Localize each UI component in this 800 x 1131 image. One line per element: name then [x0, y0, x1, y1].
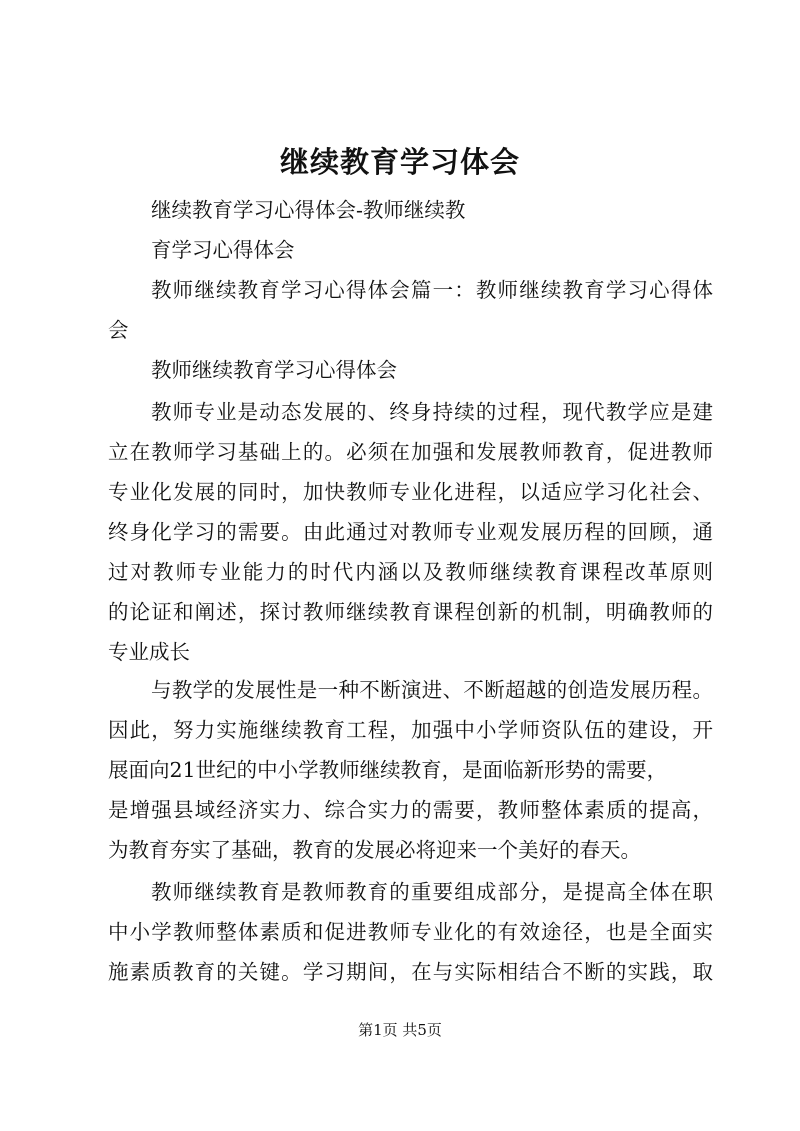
text-line: 专业成长 [108, 640, 190, 664]
text-line: 的论证和阐述，探讨教师继续教育课程创新的机制，明确教师的 [108, 600, 713, 624]
paragraph-2 [108, 670, 713, 870]
page-number-footer: 第1页 共5页 [358, 1021, 442, 1039]
paragraph-subtitle [108, 190, 713, 270]
text-line: 立在教师学习基础上的。必须在加强和发展教师教育，促进教师 [108, 440, 713, 464]
text-line: 继续教育学习心得体会-教师继续教 [151, 198, 466, 222]
paragraph-3 [108, 872, 713, 992]
text-line: 为教育夯实了基础，教育的发展必将迎来一个美好的春天。 [108, 838, 641, 862]
text-line: 专业化发展的同时，加快教师专业化进程，以适应学习化社会、 [108, 480, 713, 504]
text-line: 终身化学习的需要。由此通过对教师专业观发展历程的回顾，通 [108, 520, 713, 544]
text-line: 教师继续教育学习心得体会 [151, 358, 397, 382]
text-line: 是增强县域经济实力、综合实力的需要，教师整体素质的提高， [108, 798, 713, 822]
text-line: 展面向21世纪的中小学教师继续教育，是面临新形势的需要， [108, 758, 668, 782]
paragraph-1 [108, 392, 713, 672]
paragraph-section-heading [108, 350, 713, 390]
document-title: 继续教育学习体会 [279, 145, 520, 179]
text-line: 教师继续教育学习心得体会篇一：教师继续教育学习心得体 [151, 278, 713, 302]
text-line: 育学习心得体会 [151, 238, 295, 262]
text-line: 教师专业是动态发展的、终身持续的过程，现代教学应是建 [151, 400, 713, 424]
paragraph-article-heading [108, 270, 713, 350]
text-line: 施素质教育的关键。学习期间，在与实际相结合不断的实践，取 [108, 960, 713, 984]
text-line: 教师继续教育是教师教育的重要组成部分，是提高全体在职 [151, 880, 713, 904]
text-line: 与教学的发展性是一种不断演进、不断超越的创造发展历程。 [151, 678, 713, 702]
text-line: 因此，努力实施继续教育工程，加强中小学师资队伍的建设，开 [108, 718, 713, 742]
text-line: 会 [108, 318, 129, 342]
text-line: 过对教师专业能力的时代内涵以及教师继续教育课程改革原则 [108, 560, 713, 584]
text-line: 中小学教师整体素质和促进教师专业化的有效途径，也是全面实 [108, 920, 713, 944]
